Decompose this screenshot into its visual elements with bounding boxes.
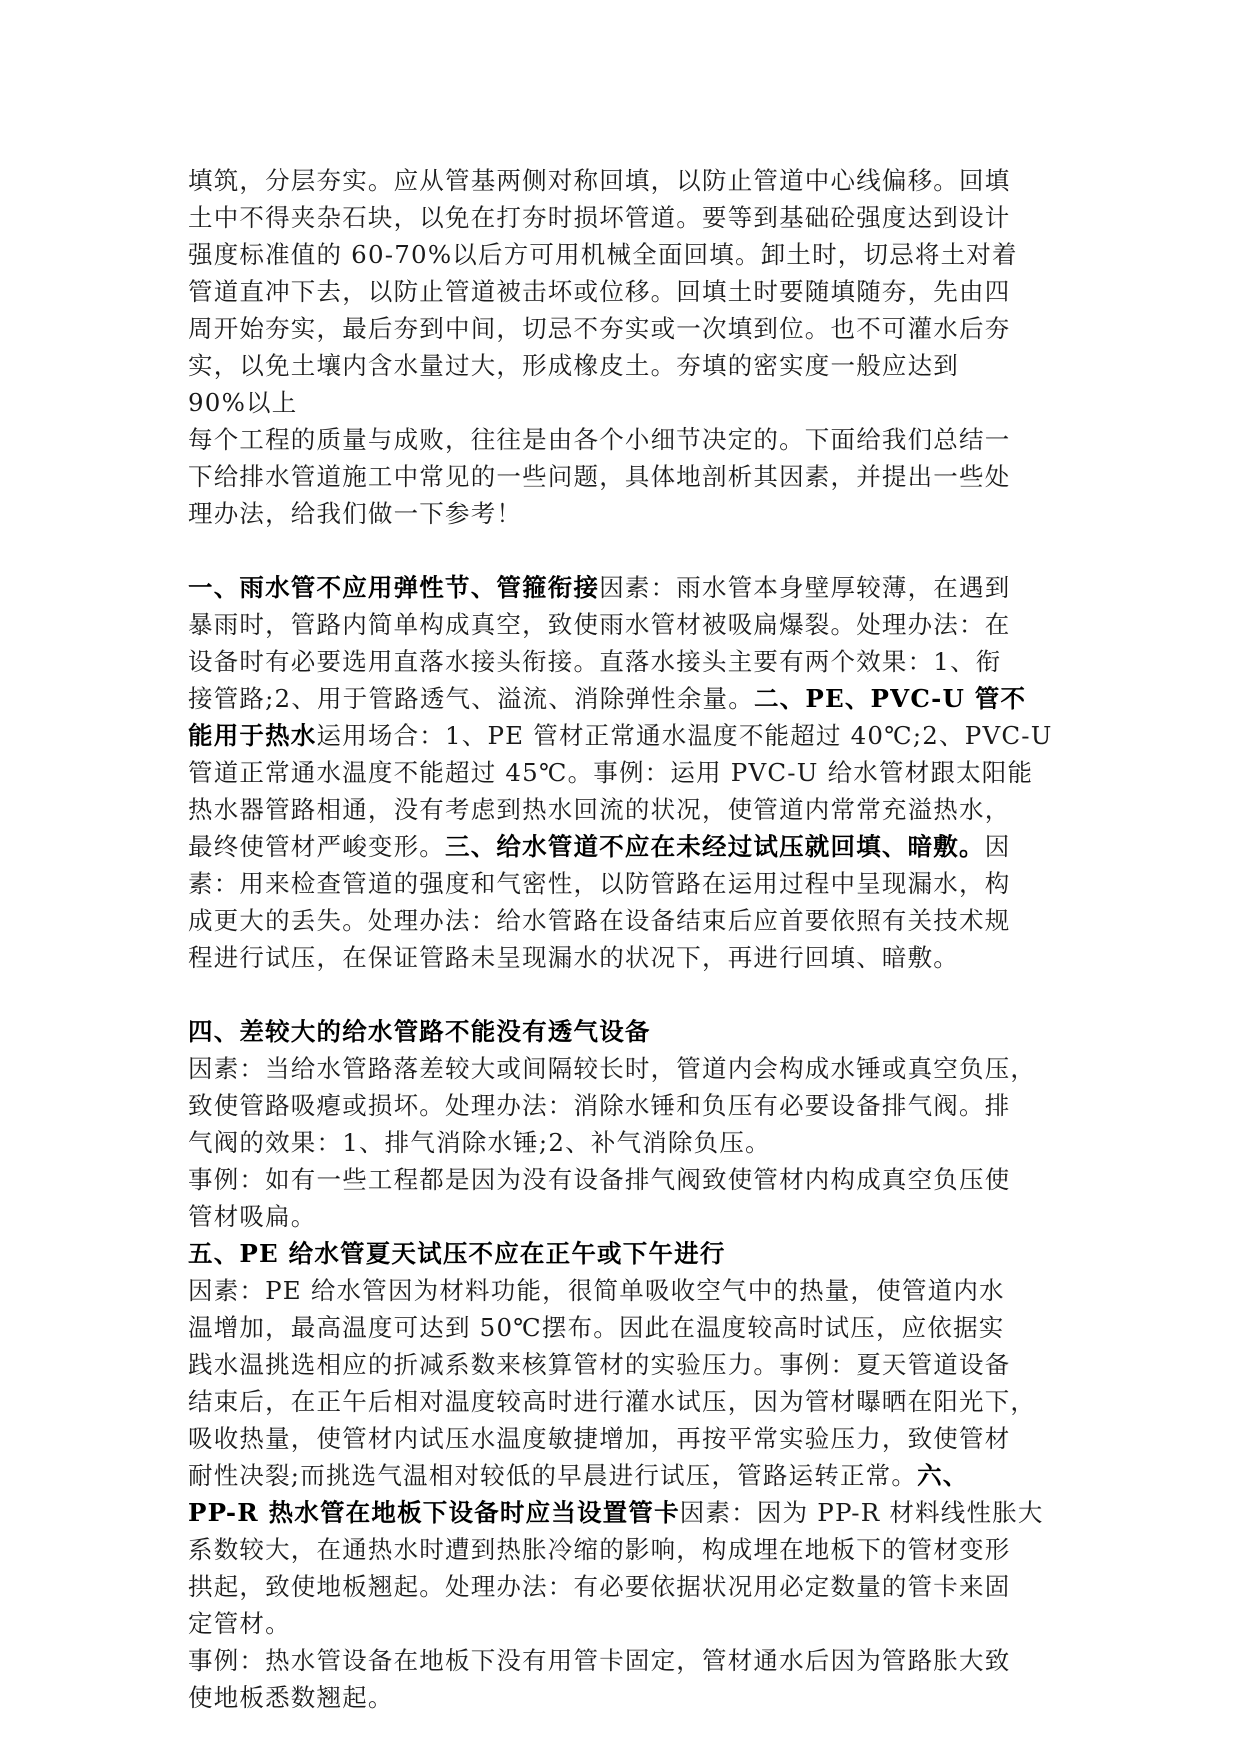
text-line: 实，以免土壤内含水量过大，形成橡皮土。夯填的密实度一般应达到 xyxy=(188,351,959,380)
text-line: 事例：如有一些工程都是因为没有设备排气阀致使管材内构成真空负压使 xyxy=(188,1165,1011,1194)
section-heading-6: 六、 xyxy=(917,1461,969,1490)
text-line xyxy=(188,717,1068,754)
text-line xyxy=(188,1494,1068,1531)
text-line: 强度标准值的 60-70%以后方可用机械全面回填。卸土时，切忌将土对着 xyxy=(188,240,1018,269)
section-six xyxy=(188,1494,1068,1716)
text-line: 程进行试压，在保证管路未呈现漏水的状况下，再进行回填、暗敷。 xyxy=(188,943,959,972)
text-line xyxy=(188,828,1068,865)
text-line: 素：用来检查管道的强度和气密性，以防管路在运用过程中呈现漏水，构 xyxy=(188,869,1011,898)
text-line: 吸收热量，使管材内试压水温度敏捷增加，再按平常实验压力，致使管材 xyxy=(188,1424,1011,1453)
text-line xyxy=(188,569,1068,606)
text-line: 气阀的效果：1、排气消除水锤;2、补气消除负压。 xyxy=(188,1128,771,1157)
section-text: 最终使管材严峻变形。 xyxy=(188,832,445,861)
text-line: 因素：当给水管路落差较大或间隔较长时，管道内会构成水锤或真空负压， xyxy=(188,1054,1037,1083)
section-heading-2-cont: 能用于热水 xyxy=(188,721,317,750)
text-line: 暴雨时，管路内简单构成真空，致使雨水管材被吸扁爆裂。处理办法：在 xyxy=(188,610,1011,639)
text-line: 因素：PE 给水管因为材料功能，很简单吸收空气中的热量，使管道内水 xyxy=(188,1276,1005,1305)
text-line: 设备时有必要选用直落水接头衔接。直落水接头主要有两个效果：1、衔 xyxy=(188,647,1002,676)
text-line: 热水器管路相通，没有考虑到热水回流的状况，使管道内常常充溢热水， xyxy=(188,795,1011,824)
text-line: 管道直冲下去，以防止管道被击坏或位移。回填土时要随填随夯，先由四 xyxy=(188,277,1011,306)
text-line xyxy=(188,680,1068,717)
summary-paragraph xyxy=(188,421,1068,532)
text-line: 管材吸扁。 xyxy=(188,1202,317,1231)
document-page xyxy=(188,162,1068,1716)
text-line: 使地板悉数翘起。 xyxy=(188,1683,394,1712)
section-text: 耐性决裂;而挑选气温相对较低的早晨进行试压，管路运转正常。 xyxy=(188,1461,918,1490)
text-line: 系数较大，在通热水时遭到热胀冷缩的影响，构成埋在地板下的管材变形 xyxy=(188,1535,1011,1564)
section-heading-2: 二、PE、PVC-U 管不 xyxy=(753,684,1027,713)
text-line: 事例：热水管设备在地板下没有用管卡固定，管材通水后因为管路胀大致 xyxy=(188,1646,1011,1675)
text-line: 填筑，分层夯实。应从管基两侧对称回填，以防止管道中心线偏移。回填 xyxy=(188,166,1011,195)
text-line: 每个工程的质量与成败，往往是由各个小细节决定的。下面给我们总结一 xyxy=(188,425,1011,454)
text-line: 理办法，给我们做一下参考！ xyxy=(188,499,523,528)
paragraph-gap xyxy=(188,976,1068,1013)
section-text: 接管路;2、用于管路透气、溢流、消除弹性余量。 xyxy=(188,684,754,713)
text-line: 结束后，在正午后相对温度较高时进行灌水试压，因为管材曝晒在阳光下， xyxy=(188,1387,1037,1416)
section-heading-4: 四、差较大的给水管路不能没有透气设备 xyxy=(188,1017,651,1046)
text-line: 拱起，致使地板翘起。处理办法：有必要依据状况用必定数量的管卡来固 xyxy=(188,1572,1011,1601)
sections-one-to-three xyxy=(188,569,1068,976)
text-line xyxy=(188,1013,1068,1050)
section-heading-5: 五、PE 给水管夏天试压不应在正午或下午进行 xyxy=(188,1239,726,1268)
section-text: 因素：因为 PP-R 材料线性胀大 xyxy=(679,1498,1044,1527)
intro-paragraph xyxy=(188,162,1068,421)
paragraph-gap xyxy=(188,532,1068,569)
section-heading-6-cont: PP-R 热水管在地板下设备时应当设置管卡 xyxy=(188,1498,680,1527)
section-text: 运用场合：1、PE 管材正常通水温度不能超过 40℃;2、PVC-U xyxy=(316,721,1053,750)
text-line: 成更大的丢失。处理办法：给水管路在设备结束后应首要依照有关技术规 xyxy=(188,906,1011,935)
text-line xyxy=(188,1235,1068,1272)
text-line: 管道正常通水温度不能超过 45℃。事例：运用 PVC-U 给水管材跟太阳能 xyxy=(188,758,1034,787)
section-text: 因素：雨水管本身壁厚较薄，在遇到 xyxy=(599,573,1011,602)
section-heading-1: 一、雨水管不应用弹性节、管箍衔接 xyxy=(188,573,600,602)
text-line: 践水温挑选相应的折减系数来核算管材的实验压力。事例：夏天管道设备 xyxy=(188,1350,1011,1379)
section-text: 因 xyxy=(984,832,1011,861)
text-line: 周开始夯实，最后夯到中间，切忌不夯实或一次填到位。也不可灌水后夯 xyxy=(188,314,1011,343)
text-line: 下给排水管道施工中常见的一些问题，具体地剖析其因素，并提出一些处 xyxy=(188,462,1011,491)
text-line: 90%以上 xyxy=(188,388,298,417)
section-five xyxy=(188,1235,1068,1494)
section-four xyxy=(188,1013,1068,1235)
text-line: 土中不得夹杂石块，以免在打夯时损坏管道。要等到基础砼强度达到设计 xyxy=(188,203,1011,232)
text-line: 温增加，最高温度可达到 50℃摆布。因此在温度较高时试压，应依据实 xyxy=(188,1313,1005,1342)
text-line: 定管材。 xyxy=(188,1609,291,1638)
text-line xyxy=(188,1457,1068,1494)
text-line: 致使管路吸瘪或损坏。处理办法：消除水锤和负压有必要设备排气阀。排 xyxy=(188,1091,1011,1120)
section-heading-3: 三、给水管道不应在未经过试压就回填、暗敷。 xyxy=(445,832,985,861)
